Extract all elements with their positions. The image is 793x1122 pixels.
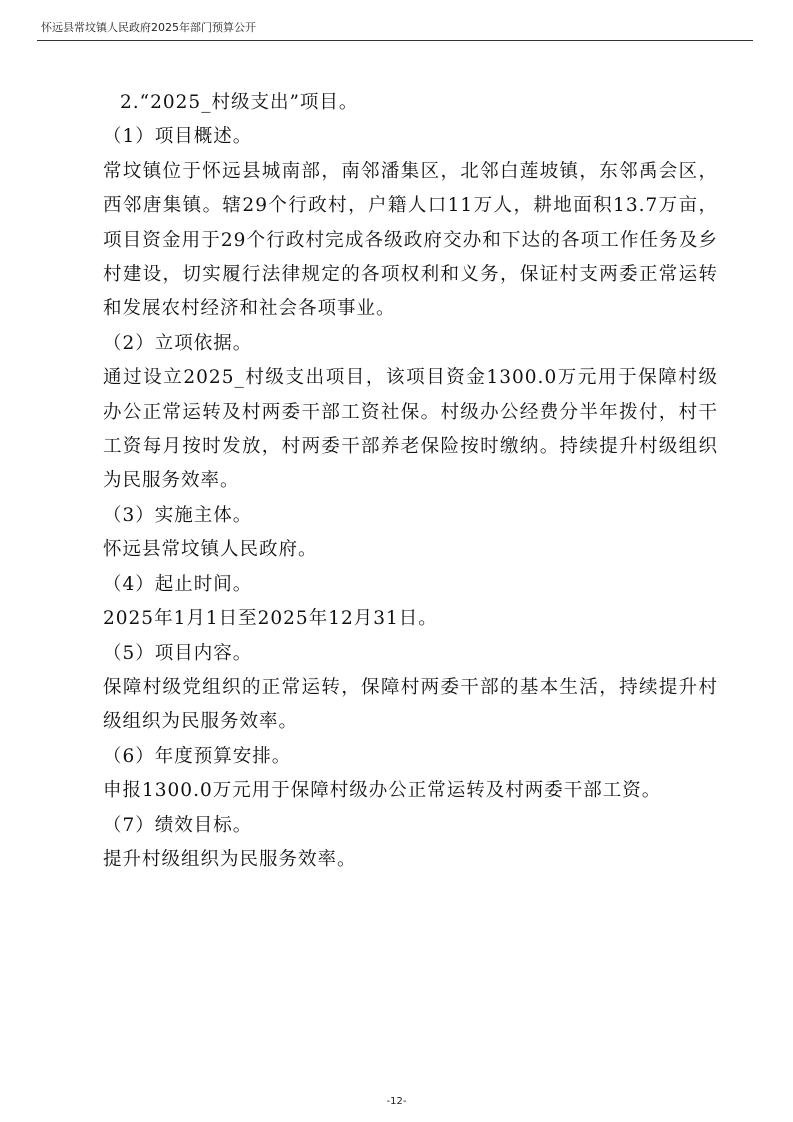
item-5-text: 保障村级党组织的正常运转，保障村两委干部的基本生活，持续提升村级组织为民服务效率。 xyxy=(103,676,718,733)
section-heading: 2.“2025_村级支出”项目。 xyxy=(120,92,359,113)
item-6-heading: （6）年度预算安排。 xyxy=(103,745,292,767)
item-7-heading: （7）绩效目标。 xyxy=(103,814,253,836)
header-divider xyxy=(37,40,753,41)
page-number: -12- xyxy=(386,1096,407,1107)
running-header: 怀远县常坟镇人民政府2025年部门预算公开 xyxy=(41,21,256,34)
item-3-heading: （3）实施主体。 xyxy=(103,504,253,526)
item-7-text: 提升村级组织为民服务效率。 xyxy=(103,848,357,870)
item-6-text: 申报1300.0万元用于保障村级办公正常运转及村两委干部工资。 xyxy=(103,780,662,802)
item-3-text: 怀远县常坟镇人民政府。 xyxy=(103,539,318,561)
item-1-text: 常坟镇位于怀远县城南部，南邻潘集区，北邻白莲坡镇，东邻禹会区，西邻唐集镇。辖29个行政村，户籍人口11万人，耕地面积13.7万亩，项目资金用于29个行政村完成各级政府交办和下达的各项工作任务及乡村建设，切实履行法律规定的各项权利和义务，保证村支两委正常运转和发展农村经济和社会各项事业。 xyxy=(103,160,718,320)
document-body xyxy=(103,86,718,877)
item-5-heading: （5）项目内容。 xyxy=(103,642,253,664)
item-1-heading: （1）项目概述。 xyxy=(103,126,253,148)
item-2-text: 通过设立2025_村级支出项目，该项目资金1300.0万元用于保障村级办公正常运转及村两委干部工资社保。村级办公经费分半年拨付，村干工资每月按时发放，村两委干部养老保险按时缴纳。持续提升村级组织为民服务效率。 xyxy=(103,367,718,492)
item-2-heading: （2）立项依据。 xyxy=(103,332,253,354)
item-4-heading: （4）起止时间。 xyxy=(103,573,253,595)
item-4-text: 2025年1月1日至2025年12月31日。 xyxy=(103,608,438,630)
